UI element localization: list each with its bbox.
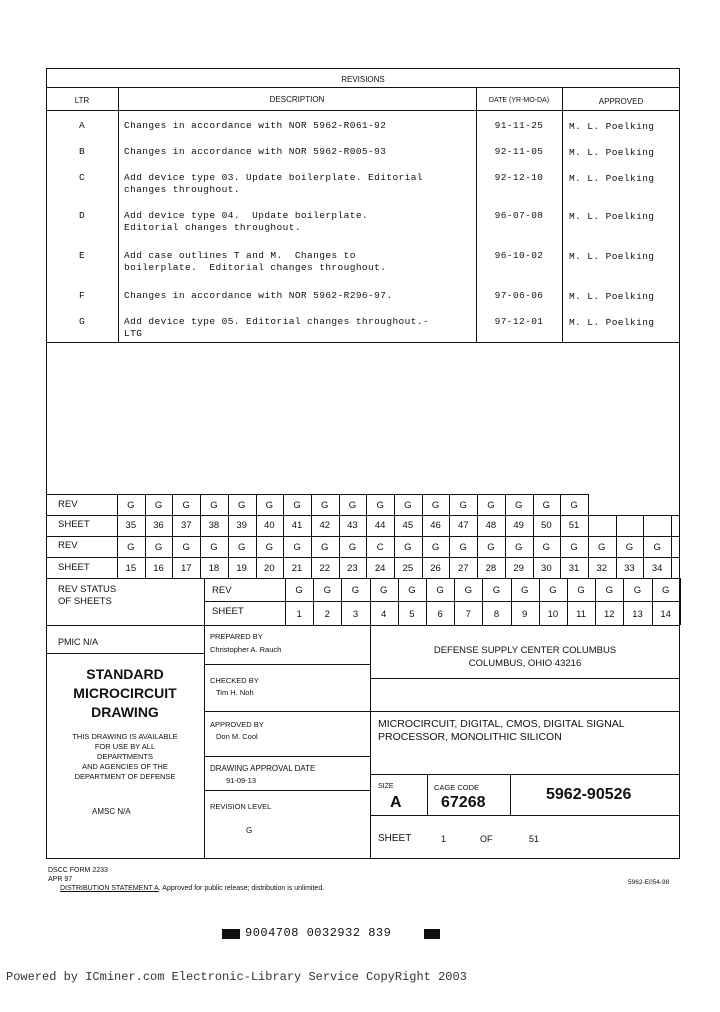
agency-name: DEFENSE SUPPLY CENTER COLUMBUS [433,645,617,656]
amsc-label: AMSC N/A [92,807,131,816]
sheet-cell: 22 [319,563,331,574]
grid-row-label: REV [58,540,78,551]
checked-by-name: Tim H. Noh [216,688,254,697]
checked-by-label: CHECKED BY [210,676,259,685]
sheet-cell: 2 [324,609,330,620]
sheet-cell: 13 [632,609,643,620]
rev-cell: G [514,500,523,511]
rev-cell: G [379,585,388,596]
revision-letter: C [78,172,86,183]
revision-date: 97-06-06 [494,290,544,301]
sheet-cell: 34 [651,563,663,574]
sheet-cell: 39 [236,520,247,531]
sheet-cell: 43 [347,520,358,531]
sheet-cell: 24 [374,563,386,574]
revision-date: 96-07-08 [494,210,544,221]
rev-cell: G [605,585,613,596]
grid-row-label: REV [212,585,232,596]
grid-row-label: SHEET [58,519,90,530]
sheet-cell: 16 [153,563,164,574]
revision-date: 92-11-05 [494,146,544,157]
rev-cell: G [542,500,551,511]
rev-cell: G [459,542,467,553]
drawing-description: MICROCIRCUIT, DIGITAL, CMOS, DIGITAL SIGNAL PROCESSOR, MONOLITHIC SILICON [378,718,625,743]
sheet-cell: 4 [381,609,387,620]
rev-cell: G [520,585,529,596]
of-label: OF [480,834,493,844]
size-label: SIZE [378,783,394,790]
sheet-cell: 47 [457,520,469,531]
revision-description: Add device type 04. Update boilerplate. Editorial changes throughout. [124,210,369,233]
rev-cell: G [351,585,360,596]
sheet-cell: 38 [208,520,220,531]
revision-letter: B [78,146,86,157]
rev-cell: C [376,542,384,553]
revision-letter: A [78,120,86,131]
sheet-cell: 30 [541,563,552,574]
sheet-cell: 14 [660,609,671,620]
sheet-cell: 12 [603,609,615,620]
sheet-number: 1 [441,834,447,844]
sheet-cell: 49 [513,520,524,531]
standard-line-3: DRAWING [91,704,159,720]
grid-row-label: SHEET [58,562,90,573]
revision-level: G [246,826,253,835]
prepared-by-name: Christopher A. Rauch [210,645,282,654]
rev-cell: G [661,585,670,596]
sheet-cell: 29 [513,563,524,574]
rev-cell: G [625,542,634,553]
revision-approver: M. L. Poelking [569,211,655,222]
rev-cell: G [210,542,218,553]
size-value: A [390,794,402,811]
document-ref: 5962-E054-98 [628,879,670,886]
revision-description: Add device type 05. Editorial changes throughout.- LTG [124,316,430,339]
sheet-cell: 20 [264,563,275,574]
standard-heading [46,665,204,722]
sheet-label: SHEET [378,833,412,844]
sheet-cell: 42 [319,520,331,531]
rev-cell: G [265,542,274,553]
sheet-cell: 41 [291,520,303,531]
rev-cell: G [127,500,135,511]
revision-approver: M. L. Poelking [569,251,655,262]
sheet-cell: 25 [402,563,414,574]
sheet-cell: 44 [374,520,386,531]
revision-letter: F [78,290,86,301]
sheet-cell: 46 [430,520,441,531]
revision-description: Changes in accordance with NOR 5962-R061-92 [124,120,387,131]
rev-cell: G [265,500,274,511]
sheet-cell: 32 [596,563,608,574]
revisions-title: REVISIONS [341,75,385,84]
rev-cell: G [431,500,440,511]
rev-cell: G [182,500,190,511]
sheet-total: 51 [529,834,540,844]
revision-approver: M. L. Poelking [569,173,655,184]
revision-date: 96-10-02 [494,250,544,261]
sheet-cell: 5 [409,609,415,620]
rev-cell: G [492,585,501,596]
sheet-cell: 35 [125,520,137,531]
rev-cell: G [487,500,495,511]
rev-cell: G [348,500,357,511]
col-description-header: DESCRIPTION [269,95,325,104]
revision-level-label: REVISION LEVEL [210,802,272,811]
rev-cell: G [295,585,303,596]
rev-cell: G [293,542,301,553]
revision-date: 97-12-01 [494,316,544,327]
barcode-number: 9004708 0032932 839 [245,926,392,940]
sheet-cell: 18 [208,563,220,574]
rev-cell: G [431,542,440,553]
col-date-header: DATE (YR-MO-DA) [488,97,550,104]
availability-note: THIS DRAWING IS AVAILABLE FOR USE BY ALL DEPARTMENTS AND AGENCIES OF THE DEPARTMENT OF DEFENSE [72,732,178,781]
col-ltr-header: LTR [74,96,90,105]
sheet-cell: 1 [296,609,302,620]
rev-cell: G [542,542,551,553]
rev-cell: G [237,542,246,553]
approval-date: 91-09-13 [226,776,257,785]
revision-description: Add device type 03. Update boilerplate. Editorial changes throughout. [124,172,423,195]
revision-approver: M. L. Poelking [569,291,655,302]
rev-cell: G [127,542,135,553]
sheet-cell: 45 [402,520,414,531]
rev-cell: G [321,542,329,553]
rev-cell: G [408,585,416,596]
rev-cell: G [570,542,578,553]
rev-cell: G [598,542,606,553]
distribution-label: DISTRIBUTION STATEMENT A [60,885,159,892]
revision-letter: E [78,250,86,261]
rev-cell: G [436,585,444,596]
revision-date: 91-11-25 [494,120,544,131]
rev-cell: G [210,500,218,511]
rev-cell: G [237,500,246,511]
revision-description: Add case outlines T and M. Changes to boilerplate. Editorial changes throughout. [124,250,387,273]
rev-cell: G [293,500,301,511]
revision-letter: G [78,316,86,327]
revision-description: Changes in accordance with NOR 5962-R296-97. [124,290,393,301]
rev-cell: G [154,542,163,553]
barcode-block-left [222,929,240,939]
sheet-cell: 15 [125,563,137,574]
rev-cell: G [348,542,357,553]
form-number: DSCC FORM 2233 APR 97 [48,867,108,883]
sheet-cell: 10 [547,609,559,620]
sheet-cell: 27 [457,563,469,574]
agency-block [370,644,680,670]
sheet-cell: 19 [236,563,247,574]
rev-cell: G [570,500,578,511]
rev-cell: G [514,542,523,553]
grid-row-label: SHEET [212,606,244,617]
revision-approver: M. L. Poelking [569,317,655,328]
rev-cell: G [182,542,190,553]
revision-approver: M. L. Poelking [569,147,655,158]
sheet-cell: 11 [576,609,587,620]
sheet-cell: 3 [352,609,359,620]
pmic-label: PMIC N/A [58,637,99,647]
grid-row-label: REV [58,499,78,510]
sheet-cell: 21 [291,563,303,574]
drawing-number: 5962-90526 [546,786,632,803]
rev-status-title: REV STATUS OF SHEETS [58,584,117,607]
sheet-cell: 28 [485,563,497,574]
agency-city: COLUMBUS, OHIO 43216 [468,658,582,669]
approved-by-label: APPROVED BY [210,720,264,729]
rev-cell: G [459,500,467,511]
sheet-cell: 37 [180,520,192,531]
revision-letter: D [78,210,86,221]
revision-approver: M. L. Poelking [569,121,655,132]
distribution-text: . Approved for public release; distribution is unlimited. [158,885,325,892]
barcode-block-right [424,929,440,939]
approved-by-name: Don M. Cool [216,732,258,741]
revision-date: 92-12-10 [494,172,544,183]
sheet-cell: 50 [541,520,552,531]
rev-cell: G [464,585,472,596]
standard-line-1: STANDARD [86,666,164,682]
rev-cell: G [404,500,412,511]
col-approved-header: APPROVED [598,97,644,106]
sheet-cell: 40 [264,520,275,531]
sheet-cell: 36 [153,520,164,531]
sheet-cell: 26 [430,563,441,574]
sheet-cell: 6 [437,609,443,620]
sheet-cell: 7 [465,609,471,620]
sheet-cell: 51 [568,520,580,531]
approval-date-label: DRAWING APPROVAL DATE [210,764,316,773]
revision-description: Changes in accordance with NOR 5962-R005-93 [124,146,387,157]
rev-cell: G [376,500,384,511]
rev-cell: G [633,585,642,596]
sheet-cell: 9 [522,609,528,620]
rev-cell: G [154,500,163,511]
rev-cell: G [549,585,557,596]
powered-by-watermark: Powered by ICminer.com Electronic-Library Service CopyRight 2003 [6,970,467,984]
rev-cell: G [404,542,412,553]
rev-cell: G [323,585,331,596]
cage-code: 67268 [441,794,486,811]
rev-cell: G [577,585,585,596]
rev-cell: G [653,542,661,553]
standard-line-2: MICROCIRCUIT [73,685,177,701]
rev-cell: G [487,542,495,553]
sheet-cell: 31 [568,563,580,574]
distribution-statement [60,885,324,892]
prepared-by-label: PREPARED BY [210,632,263,641]
sheet-cell: 23 [347,563,358,574]
sheet-cell: 17 [180,563,192,574]
sheet-cell: 48 [485,520,497,531]
sheet-cell: 8 [493,609,500,620]
sheet-cell: 33 [624,563,635,574]
rev-cell: G [321,500,329,511]
cage-code-label: CAGE CODE [434,783,480,792]
